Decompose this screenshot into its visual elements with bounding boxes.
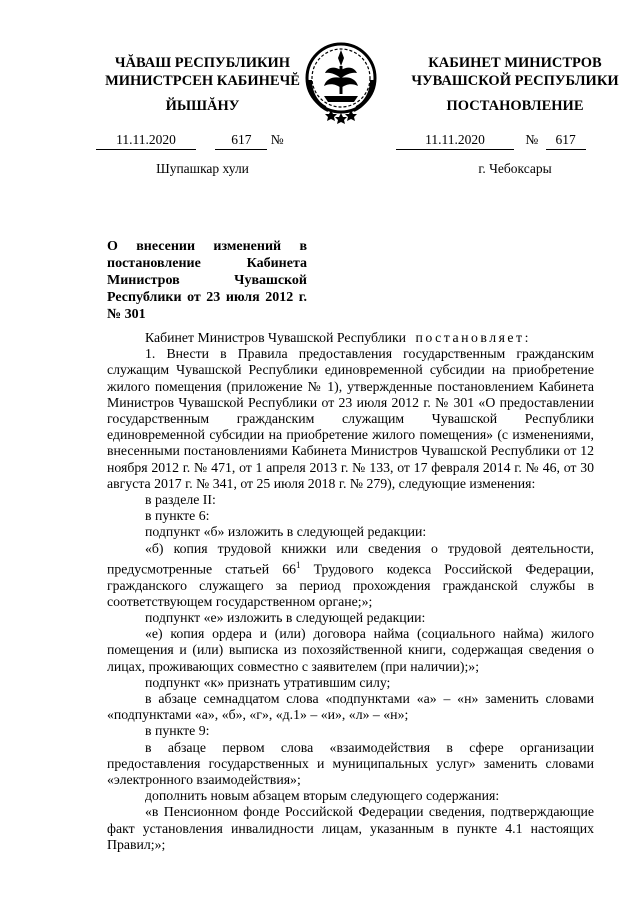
header-right-date: 11.11.2020 [396, 132, 514, 150]
chuvash-emblem-icon [298, 36, 384, 124]
header-left-dateline [96, 132, 311, 150]
header-left-number: 617 [215, 132, 267, 150]
body-intro [107, 330, 594, 346]
header-right-city: г. Чебоксары [478, 161, 552, 176]
body-paragraph-b [107, 541, 594, 610]
para-b-after: Трудового кодекса Российской Федерации, гражданского служащего за период прохождения гражданской службы в соответствующем государственном органе;»; [107, 561, 594, 609]
body-paragraph: в разделе II: [145, 492, 216, 508]
para-b-before: «б) копия трудовой книжки или сведения о трудовой деятельности, предусмотренные статьей 66 [107, 540, 594, 577]
header-left-number-sign: № [270, 132, 284, 147]
header-right-line2: ЧУВАШСКОЙ РЕСПУБЛИКИ [411, 73, 619, 89]
body-paragraph: подпункт «б» изложить в следующей редакции: [145, 524, 427, 540]
header-right-number-sign: № [525, 132, 539, 147]
header-left-doc-type: ЙЫШĂНУ [165, 98, 240, 114]
header-right-number: 617 [546, 132, 586, 150]
body-paragraph: подпункт «е» изложить в следующей редакции: [145, 610, 426, 626]
body-intro-verb: постановляет: [415, 330, 531, 345]
body-paragraph: в абзаце семнадцатом слова «подпунктами «а» – «н» заменить словами «подпунктами «а», «б», «г», «д.1» – «и», «л» – «н»; [107, 691, 594, 723]
document-body [107, 330, 594, 853]
body-paragraph: дополнить новым абзацем вторым следующего содержания: [145, 788, 500, 804]
body-intro-lead: Кабинет Министров Чувашской Республики [145, 330, 407, 345]
body-paragraph: в пункте 6: [145, 508, 210, 524]
header-left-line1: ЧĂВАШ РЕСПУБЛИКИН [114, 55, 291, 71]
body-paragraph: «е) копия ордера и (или) договора найма (социального найма) жилого помещения и (или) выписка из похозяйственной книги, содержащая сведения о лицах, проживающих совместно с заявителем (при наличии);»; [107, 626, 594, 674]
header-right-doc-type: ПОСТАНОВЛЕНИЕ [446, 98, 584, 114]
body-paragraph: подпункт «к» признать утратившим силу; [145, 674, 391, 690]
header-left-org [80, 54, 325, 90]
body-paragraph: «в Пенсионном фонде Российской Федерации сведения, подтверждающие факт установления инвалидности лицам, указанным в пункте 4.1 настоящих Правил;»; [107, 804, 594, 852]
header-left-date: 11.11.2020 [96, 132, 196, 150]
para-b-superscript: 1 [296, 559, 301, 570]
header-left-city: Шупашкар хули [156, 161, 249, 176]
body-paragraph: в абзаце первом слова «взаимодействия в сфере организации предоставления государственных и муниципальных услуг» заменить словами «электронного взаимодействия»; [107, 739, 594, 788]
document-subject: О внесении изменений в постановление Кабинета Министров Чувашской Республики от 23 июля 2012 г. № 301 [107, 239, 307, 322]
body-paragraph: 1. Внести в Правила предоставления государственным гражданским служащим Чувашской Республики единовременной субсидии на приобретение жилого помещения (приложение № 1), утвержденные постановлением Кабинета Министров Чувашской Республики от 23 июля 2012 г. № 301 «О предоставлении государственным гражданским служащим Чувашской Республики единовременной субсидии на приобретение жилого помещения» (с изменениями, внесенными постановлениями Кабинета Министров Чувашской Республики от 12 ноября 2012 г. № 471, от 1 апреля 2013 г. № 133, от 17 февраля 2014 г. № 46, от 30 августа 2017 г. № 341, от 25 июля 2018 г. № 279), следующие изменения: [107, 346, 594, 491]
body-paragraph: в пункте 9: [145, 723, 210, 739]
header-right-line1: КАБИНЕТ МИНИСТРОВ [428, 55, 602, 71]
header-right-org [400, 54, 630, 90]
header-left-line2: МИНИСТРСЕН КАБИНЕЧĔ [105, 73, 300, 89]
header-right-dateline [396, 132, 611, 150]
